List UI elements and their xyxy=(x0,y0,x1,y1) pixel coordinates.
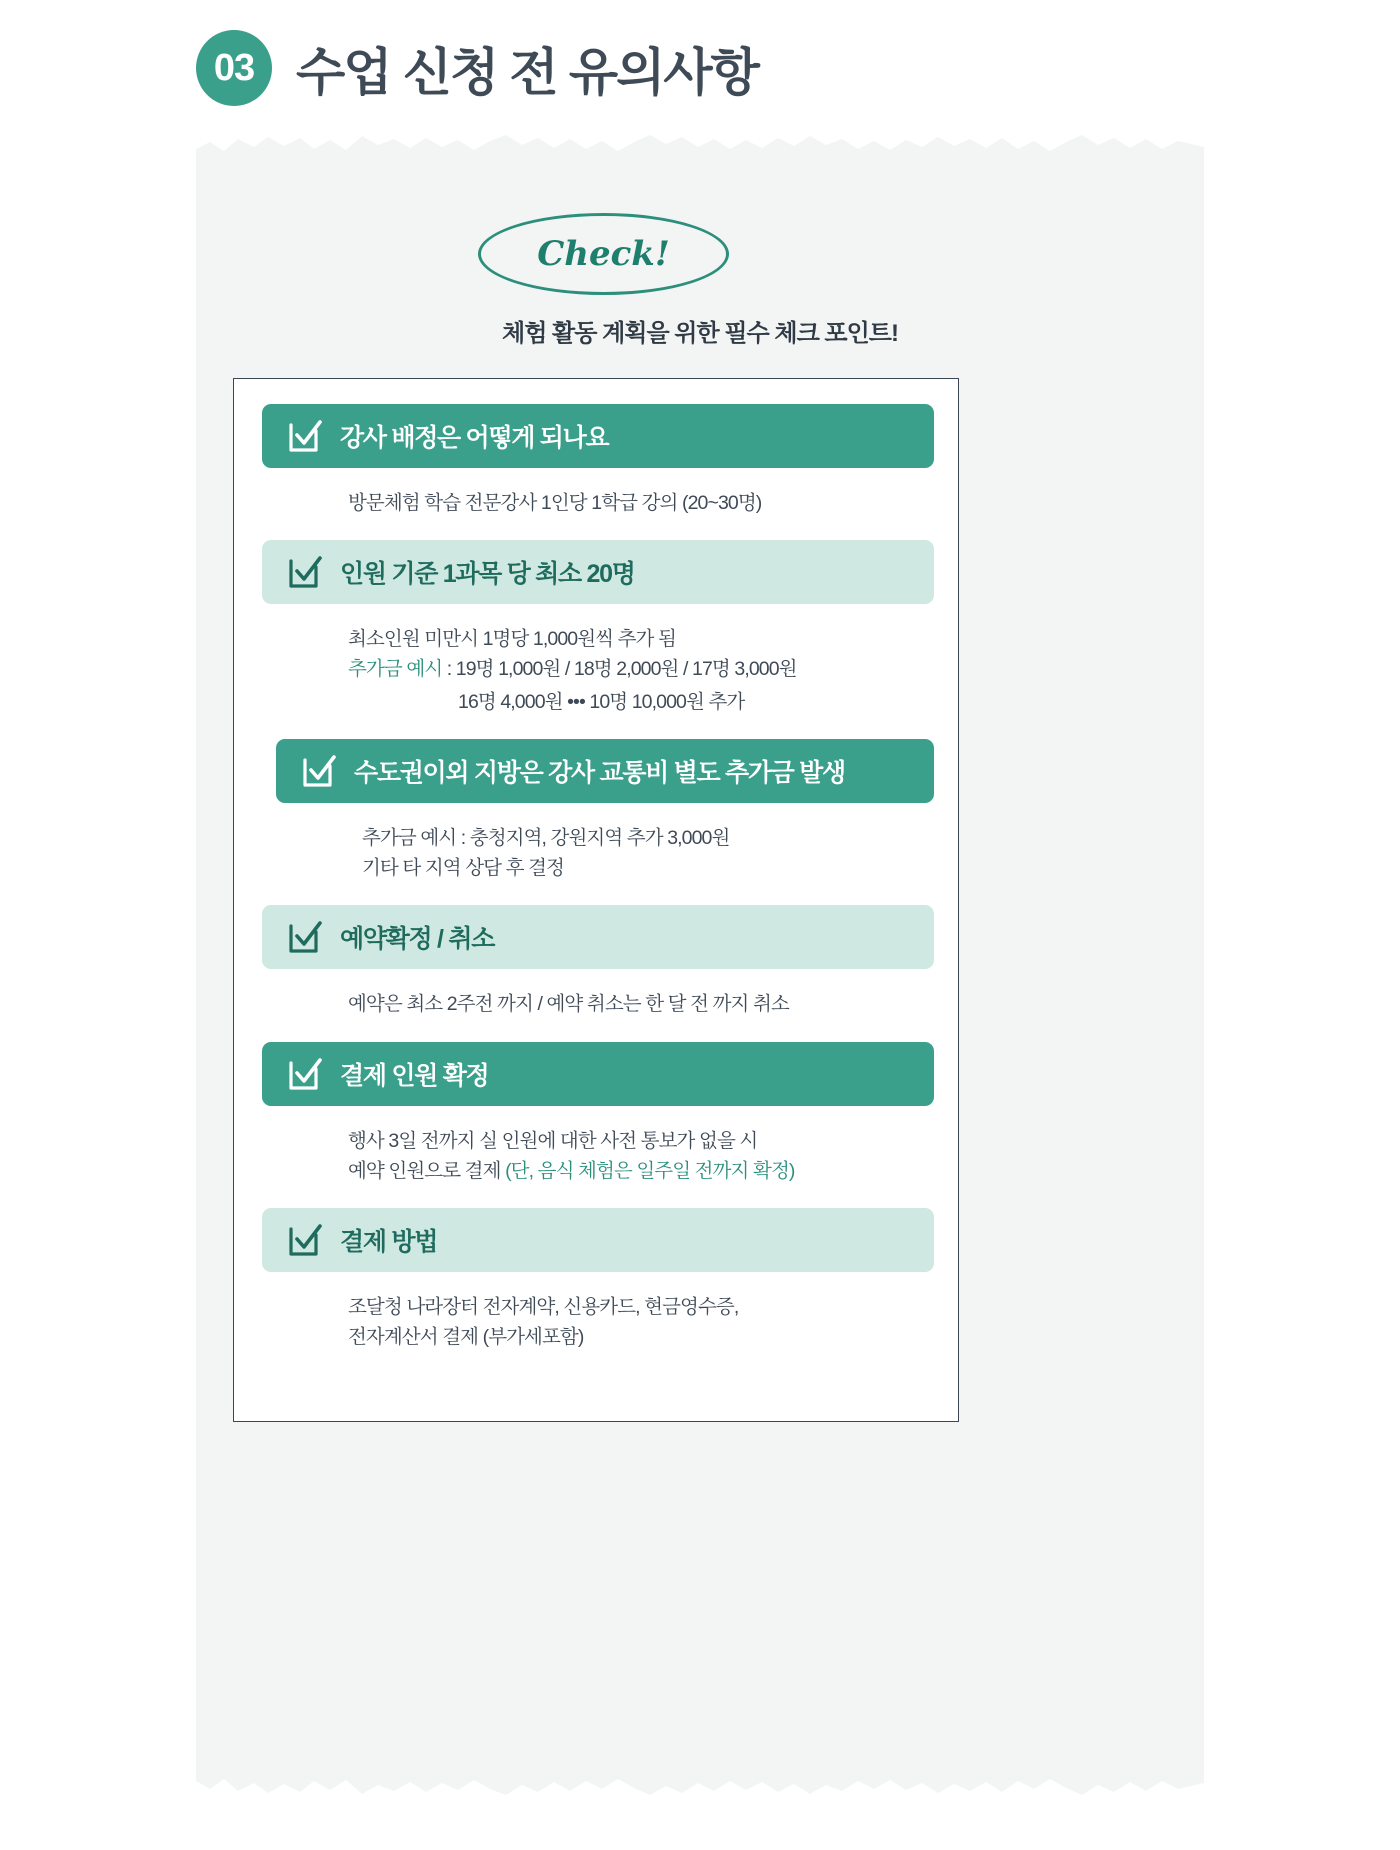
description-rest: 예약 인원으로 결제 xyxy=(348,1159,506,1182)
checklist-item-description xyxy=(262,969,934,1041)
description-line: 전자계산서 결제 (부가세포함) xyxy=(348,1326,584,1349)
description-line: 최소인원 미만시 1명당 1,000원씩 추가 됨 xyxy=(348,628,676,651)
checklist-item xyxy=(262,404,934,540)
paper-edge-top xyxy=(196,133,1204,167)
description-line: 기타 타 지역 상담 후 결정 xyxy=(362,857,564,880)
description-accent: (단, 음식 체험은 일주일 전까지 확정) xyxy=(505,1159,795,1182)
checklist-item xyxy=(262,1042,934,1208)
checklist-item-bar[interactable] xyxy=(262,905,934,969)
checklist-item-bar[interactable] xyxy=(276,739,934,803)
checklist-item-description xyxy=(262,1272,934,1374)
checkbox-checked-icon xyxy=(288,920,322,954)
checklist-item-bar[interactable] xyxy=(262,404,934,468)
checklist-item-description xyxy=(262,604,934,739)
page-header xyxy=(196,30,758,106)
checkbox-checked-icon xyxy=(302,754,336,788)
paper-edge-bottom-shape xyxy=(196,1763,1204,1797)
description-line: 예약은 최소 2주전 까지 / 예약 취소는 한 달 전 까지 취소 xyxy=(348,993,789,1016)
subtitle: 체험 활동 계획을 위한 필수 체크 포인트! xyxy=(502,320,898,347)
description-line: 방문체험 학습 전문강사 1인당 1학급 강의 (20~30명) xyxy=(348,492,762,514)
description-line xyxy=(348,654,934,684)
checklist-item xyxy=(262,905,934,1041)
paper-edge-bottom xyxy=(196,1763,1204,1797)
checklist-item-description xyxy=(262,803,934,905)
checklist-item-description xyxy=(262,468,934,540)
description-line xyxy=(348,1156,934,1186)
checklist-item-title: 인원 기준 1과목 당 최소 20명 xyxy=(340,560,635,589)
checklist-item xyxy=(262,540,934,739)
description-accent: 추가금 예시 xyxy=(348,658,447,681)
description-line: 16명 4,000원 ••• 10명 10,000원 추가 xyxy=(458,690,745,713)
description-rest: : 19명 1,000원 / 18명 2,000원 / 17명 3,000원 xyxy=(446,658,797,681)
checklist-item-bar[interactable] xyxy=(262,1208,934,1272)
step-number-badge: 03 xyxy=(196,30,272,106)
check-badge xyxy=(478,213,729,295)
checklist-item-bar[interactable] xyxy=(262,1042,934,1106)
description-line: 조달청 나라장터 전자계약, 신용카드, 현금영수증, xyxy=(348,1295,739,1318)
checklist xyxy=(262,404,934,1374)
checkbox-checked-icon xyxy=(288,419,322,453)
checklist-item xyxy=(262,1208,934,1374)
page-title: 수업 신청 전 유의사항 xyxy=(296,44,758,101)
checkbox-checked-icon xyxy=(288,555,322,589)
checklist-item-title: 강사 배정은 어떻게 되나요 xyxy=(340,424,609,452)
checkbox-checked-icon xyxy=(288,1223,322,1257)
check-badge-label: Check! xyxy=(537,234,670,274)
checklist-item-description xyxy=(262,1106,934,1208)
checklist-item-bar[interactable] xyxy=(262,540,934,604)
description-line: 추가금 예시 : 충청지역, 강원지역 추가 3,000원 xyxy=(362,826,730,849)
paper-edge-top-shape xyxy=(196,133,1204,167)
checklist-item xyxy=(262,739,934,905)
description-line: 행사 3일 전까지 실 인원에 대한 사전 통보가 없을 시 xyxy=(348,1129,758,1152)
checklist-item-title: 예약확정 / 취소 xyxy=(340,925,495,954)
checklist-item-title: 수도권이외 지방은 강사 교통비 별도 추가금 발생 xyxy=(354,758,845,787)
checklist-item-title: 결제 방법 xyxy=(340,1227,438,1256)
checklist-item-title: 결제 인원 확정 xyxy=(340,1061,489,1090)
checkbox-checked-icon xyxy=(288,1057,322,1091)
